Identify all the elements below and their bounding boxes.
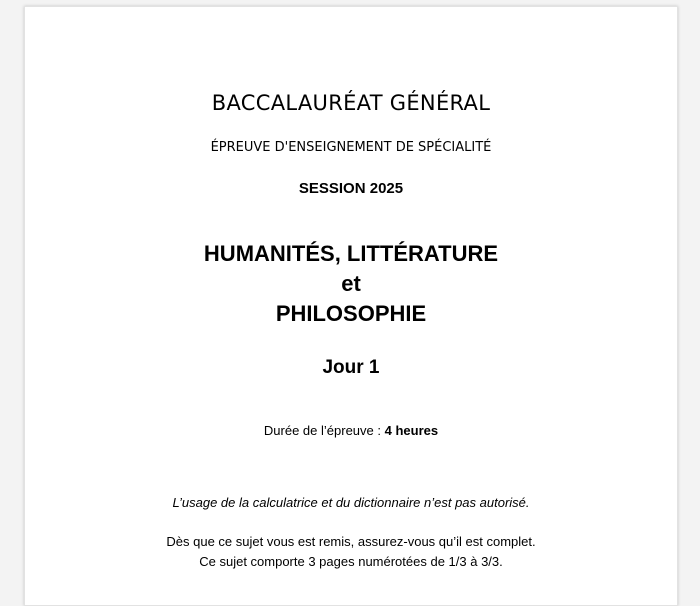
calculator-notice: L’usage de la calculatrice et du dictionnaire n’est pas autorisé. (172, 495, 530, 510)
pages-notice: Ce sujet comporte 3 pages numérotées de 1/3 à 3/3. (199, 554, 503, 569)
subject-title-line-2: et (341, 271, 361, 296)
exam-title: BACCALAURÉAT GÉNÉRAL (211, 91, 491, 115)
duration (25, 423, 677, 438)
document-page (24, 6, 678, 606)
subject-title-line-3: PHILOSOPHIE (275, 301, 427, 326)
exam-type: ÉPREUVE D'ENSEIGNEMENT DE SPÉCIALITÉ (210, 140, 492, 155)
exam-day: Jour 1 (322, 357, 380, 378)
duration-label: Durée de l’épreuve : (263, 423, 381, 438)
completeness-notice: Dès que ce sujet vous est remis, assurez-vous qu’il est complet. (166, 534, 536, 549)
subject-title-line-1: HUMANITÉS, LITTÉRATURE (203, 241, 499, 266)
session-label: SESSION 2025 (298, 180, 404, 197)
duration-value: 4 heures (384, 423, 439, 438)
